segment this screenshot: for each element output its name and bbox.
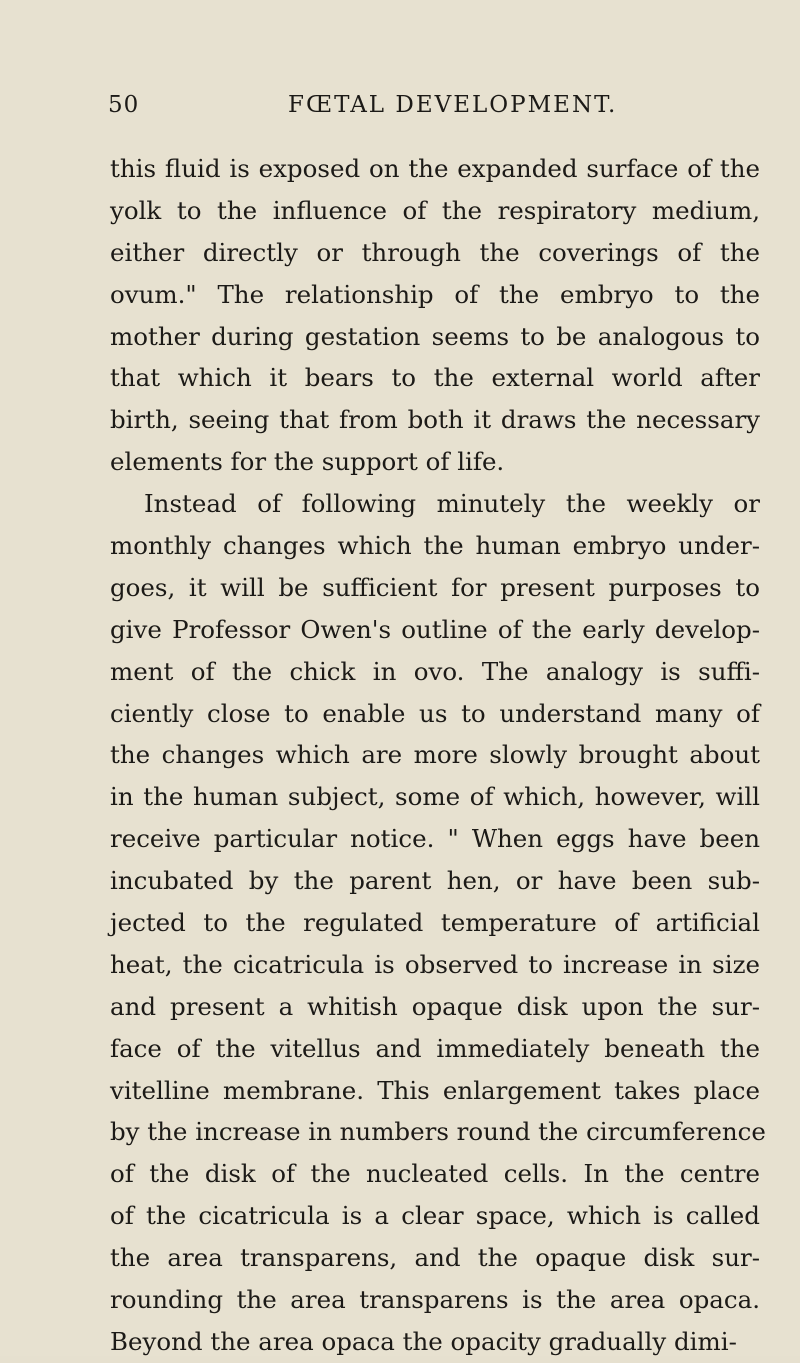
running-head: FŒTAL DEVELOPMENT. — [288, 92, 618, 118]
text-line: vitelline membrane. This enlargement takes place — [110, 1075, 760, 1105]
text-line: goes, it will be sufficient for present purposes to — [110, 572, 760, 602]
text-line: rounding the area transparens is the area opaca. — [110, 1285, 760, 1315]
text-line: that which it bears to the external world after — [110, 363, 760, 393]
body-text — [110, 148, 766, 1363]
text-line: ovum." The relationship of the embryo to the — [110, 279, 760, 309]
text-line: this fluid is exposed on the expanded surface of the — [110, 154, 760, 183]
text-line: ciently close to enable us to understand many of — [110, 698, 760, 728]
text-line: by the increase in numbers round the circumference — [110, 1117, 766, 1147]
text-line: the area transparens, and the opaque disk sur- — [110, 1243, 760, 1273]
text-line: jected to the regulated temperature of artificial — [110, 908, 760, 938]
page-number: 50 — [108, 92, 140, 118]
text-line: heat, the cicatricula is observed to increase in size — [110, 949, 760, 979]
text-line: mother during gestation seems to be analogous to — [110, 321, 760, 351]
text-line: ment of the chick in ovo. The analogy is suffi- — [110, 656, 760, 686]
text-line: and present a whitish opaque disk upon the sur- — [110, 991, 760, 1021]
text-line: either directly or through the coverings of the — [110, 237, 760, 267]
text-line: give Professor Owen's outline of the early develop- — [110, 614, 760, 644]
text-line: of the cicatricula is a clear space, which is called — [110, 1201, 760, 1231]
text-line: birth, seeing that from both it draws the necessary — [110, 405, 760, 435]
text-line: the changes which are more slowly brought about — [110, 740, 760, 770]
page-header — [108, 92, 758, 126]
text-line: Instead of following minutely the weekly or — [144, 489, 760, 519]
text-line: in the human subject, some of which, however, will — [110, 782, 760, 812]
text-line: Beyond the area opaca the opacity gradually dimi- — [110, 1326, 737, 1356]
text-line: yolk to the influence of the respiratory medium, — [110, 195, 760, 225]
text-line: elements for the support of life. — [110, 447, 505, 477]
text-line: of the disk of the nucleated cells. In the centre — [110, 1159, 760, 1189]
text-line: incubated by the parent hen, or have been sub- — [110, 866, 760, 896]
text-line: monthly changes which the human embryo under- — [110, 531, 760, 561]
text-line: receive particular notice. " When eggs have been — [110, 824, 760, 854]
text-line: face of the vitellus and immediately beneath the — [110, 1033, 760, 1063]
